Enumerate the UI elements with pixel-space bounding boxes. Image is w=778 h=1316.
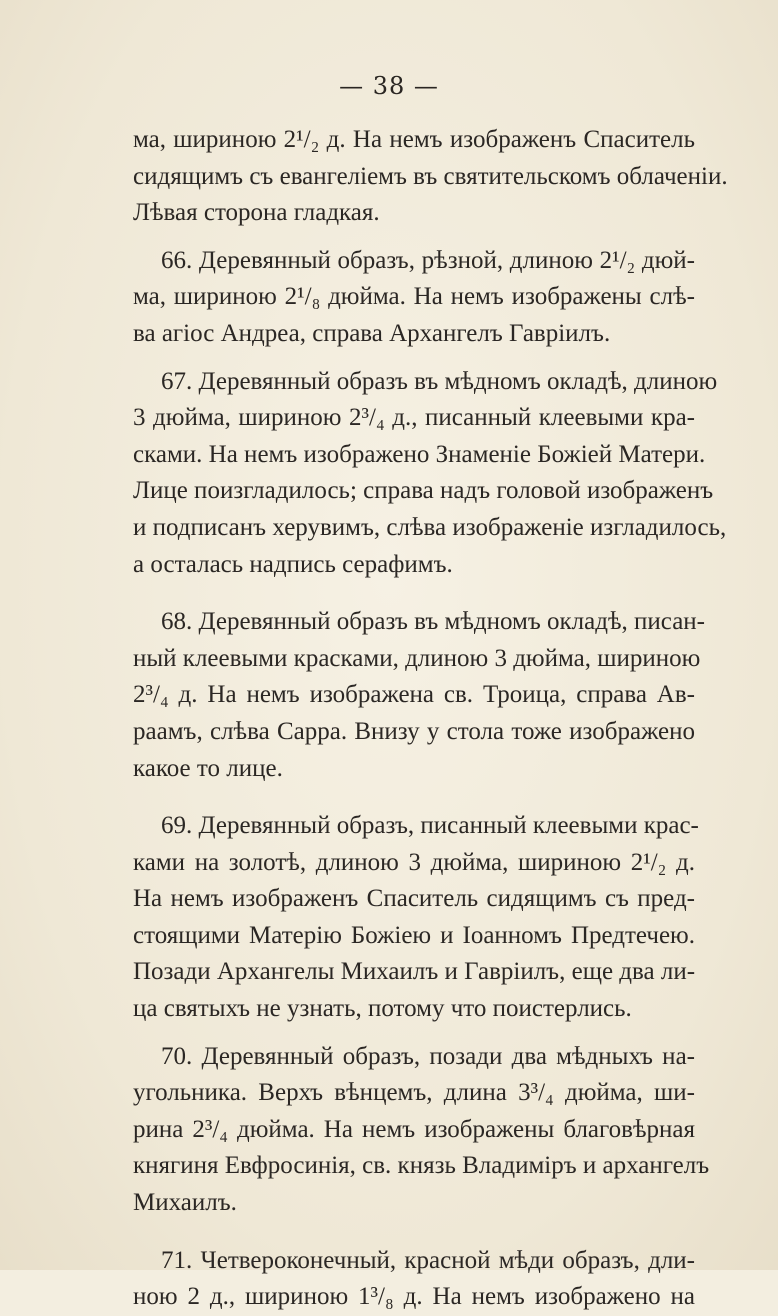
text-line: раамъ, слѣва Сарра. Внизу у стола тоже изображено <box>133 717 695 745</box>
text-line: ками на золотѣ, длиною 3 дюйма, шириною 2¹/₂ д. <box>133 848 695 876</box>
text-line: угольника. Верхъ вѣнцемъ, длина 3³/₄ дюйма, ши- <box>133 1079 695 1107</box>
text-line: Лице поизгладилось; справа надъ головой изображенъ <box>133 477 714 505</box>
paragraph-item-68 <box>133 604 705 787</box>
paragraph-continuation <box>133 122 728 232</box>
text-line: Лѣвая сторона гладкая. <box>133 199 380 227</box>
text-line: ною 2 д., шириною 1³/₈ д. На немъ изображено на <box>133 1283 695 1311</box>
text-line: 71. Четвероконечный, красной мѣди образъ, дли- <box>161 1246 695 1274</box>
text-line: 69. Деревянный образъ, писанный клеевыми крас- <box>161 812 699 840</box>
text-line: и подписанъ херувимъ, слѣва изображеніе изгладилось, <box>133 513 727 541</box>
text-line: На немъ изображенъ Спаситель сидящимъ съ пред- <box>133 885 695 913</box>
text-line: ма, шириною 2¹/₈ дюйма. На немъ изображены слѣ- <box>133 283 695 311</box>
text-line: а осталась надпись серафимъ. <box>133 550 453 578</box>
paragraph-item-67 <box>133 364 727 584</box>
text-line: 2³/₄ д. На немъ изображена св. Троица, справа Ав- <box>133 681 695 709</box>
text-line: ца святыхъ не узнать, потому что поистерлись. <box>133 995 632 1023</box>
page-body <box>133 122 728 1316</box>
text-line: ный клеевыми красками, длиною 3 дюйма, шириною <box>133 644 701 672</box>
text-line: 3 дюйма, шириною 2³/₄ д., писанный клеевыми кра- <box>133 404 695 432</box>
text-line: сками. На немъ изображено Знаменіе Божіей Матери. <box>133 440 706 468</box>
text-line: сидящимъ съ евангеліемъ въ святительскомъ облаченіи. <box>133 162 728 190</box>
text-line: какое то лице. <box>133 754 283 782</box>
page-number: — 38 — <box>339 72 439 100</box>
text-line: 68. Деревянный образъ въ мѣдномъ окладѣ, писан- <box>161 608 705 636</box>
text-line: 67. Деревянный образъ въ мѣдномъ окладѣ, длиною <box>161 367 718 395</box>
text-line: ва агіос Андреа, справа Архангелъ Гавріилъ. <box>133 319 611 347</box>
text-line: Михаилъ. <box>133 1189 237 1217</box>
text-line: княгиня Евфросинія, св. князь Владиміръ и архангелъ <box>133 1152 710 1180</box>
paragraph-item-66 <box>133 243 695 353</box>
paragraph-item-71 <box>133 1243 695 1316</box>
text-line: ма, шириною 2¹/₂ д. На немъ изображенъ Спаситель <box>133 126 695 153</box>
text-line: рина 2³/₄ дюйма. На немъ изображены благовѣрная <box>133 1115 695 1143</box>
text-line: стоящими Матерію Божіею и Іоанномъ Предтечею. <box>133 921 695 949</box>
paragraph-item-70 <box>133 1039 710 1222</box>
paragraph-item-69 <box>133 808 699 1028</box>
text-line: 66. Деревянный образъ, рѣзной, длиною 2¹/₂ дюй- <box>161 246 695 274</box>
text-line: 70. Деревянный образъ, позади два мѣдныхъ на- <box>161 1042 695 1070</box>
text-line: Позади Архангелы Михаилъ и Гавріилъ, еще два ли- <box>133 958 696 986</box>
